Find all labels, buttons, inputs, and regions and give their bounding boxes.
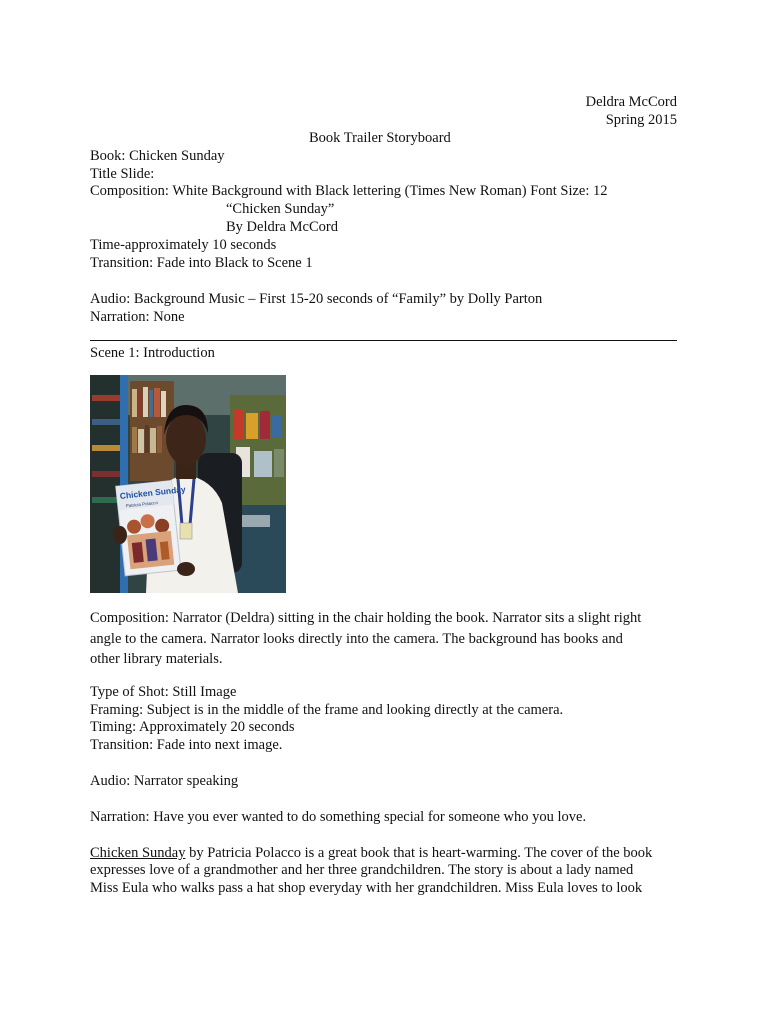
body-line-1-rest: by Patricia Polacco is a great book that is heart-warming. The cover of the book [185,845,653,861]
book-cover-title: Chicken Sunday [119,484,187,501]
scene1-shot-type: Type of Shot: Still Image [90,684,237,700]
scene1-body-line-3: Miss Eula who walks pass a hat shop everyday with her grandchildren. Miss Eula loves to look [90,880,643,896]
scene1-body-line-2: expresses love of a grandmother and her three grandchildren. The story is about a lady named [90,862,634,878]
book-cover-author: Patricia Polacco [125,500,159,509]
scene1-narration: Narration: Have you ever wanted to do something special for someone who you love. [90,809,587,825]
scene1-transition: Transition: Fade into next image. [90,737,283,753]
title-slide-heading: Title Slide: [90,166,155,182]
title-slide-byline: By Deldra McCord [226,219,338,235]
scene1-timing: Timing: Approximately 20 seconds [90,719,295,735]
narrator-photo [90,375,286,593]
term-date: Spring 2015 [605,112,677,128]
title-slide-time: Time-approximately 10 seconds [90,237,277,253]
title-slide-narration: Narration: None [90,309,185,325]
scene1-composition-line-2: angle to the camera. Narrator looks directly into the camera. The background has books and [90,631,623,647]
book-line: Book: Chicken Sunday [90,148,225,164]
title-slide-transition: Transition: Fade into Black to Scene 1 [90,255,313,271]
scene1-framing: Framing: Subject is in the middle of the frame and looking directly at the camera. [90,702,564,718]
scene1-heading: Scene 1: Introduction [90,345,215,361]
title-slide-book-title: “Chicken Sunday” [226,201,335,217]
scene1-body-line-1 [90,844,652,862]
author-name: Deldra McCord [585,94,677,110]
scene1-composition-line-3: other library materials. [90,651,223,667]
scene1-audio: Audio: Narrator speaking [90,773,239,789]
scene1-composition-line-1: Composition: Narrator (Deldra) sitting in the chair holding the book. Narrator sits a slight right [90,610,642,626]
book-title-underlined: Chicken Sunday [90,845,186,861]
section-divider [90,340,677,341]
title-slide-composition: Composition: White Background with Black lettering (Times New Roman) Font Size: 12 [90,183,608,199]
title-slide-audio: Audio: Background Music – First 15-20 seconds of “Family” by Dolly Parton [90,291,543,307]
document-title: Book Trailer Storyboard [309,130,451,146]
